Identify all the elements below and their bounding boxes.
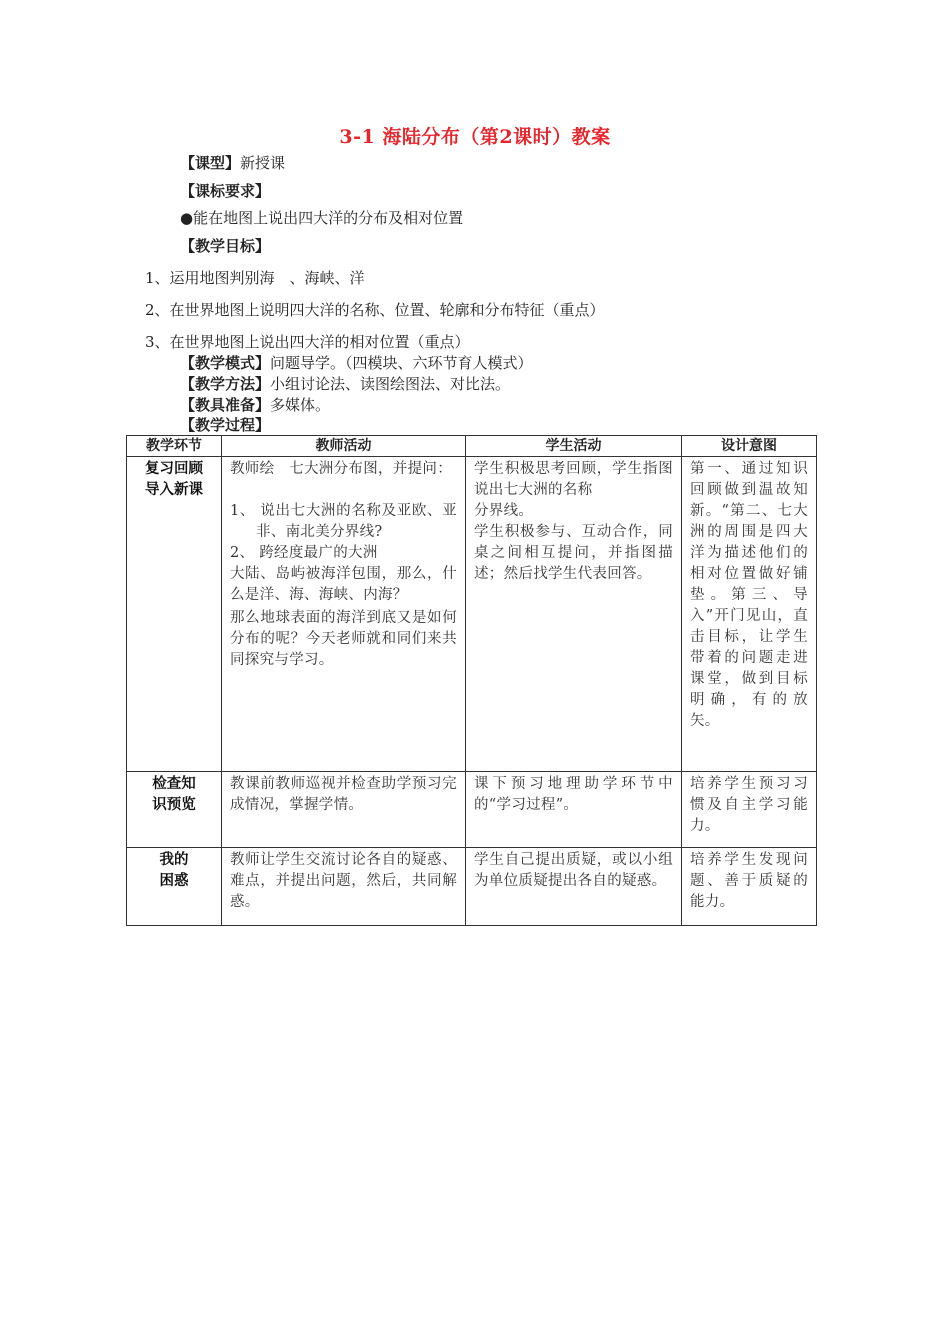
header-intent: 设计意图 — [682, 436, 817, 457]
design-intent-cell: 培养学生发现问题、善于质疑的能力。 — [682, 848, 817, 926]
document-title: 3-1 海陆分布（第2课时）教案 — [339, 126, 611, 148]
stage-cell — [127, 772, 222, 848]
stage-cell — [127, 457, 222, 772]
method-label: 【教学方法】 — [180, 375, 271, 393]
student-activity-cell: 课下预习地理助学环节中的“学习过程”。 — [466, 772, 682, 848]
table-header-row — [127, 436, 817, 457]
student-paragraph: 分界线。 — [474, 503, 534, 519]
lesson-type-line — [180, 152, 285, 173]
method-line — [180, 373, 510, 394]
tools-value: 多媒体。 — [270, 396, 331, 414]
method-value: 小组讨论法、读图绘图法、对比法。 — [270, 375, 511, 393]
tools-line — [180, 394, 330, 415]
stage-text-line: 识预览 — [152, 797, 196, 813]
teacher-paragraph: 那么地球表面的海洋到底又是如何分布的呢？今天老师就和同们来共同探究与学习。 — [230, 610, 457, 668]
stage-text-line: 复习回顾 — [145, 461, 203, 477]
goal-item-2: 2、在世界地图上说明四大洋的名称、位置、轮廓和分布特征（重点） — [145, 301, 605, 319]
teaching-process-table — [126, 435, 817, 926]
header-student: 学生活动 — [466, 436, 682, 457]
table-row — [127, 457, 817, 772]
student-activity-cell — [466, 457, 682, 772]
lesson-type-value: 新授课 — [240, 154, 286, 172]
process-label: 【教学过程】 — [180, 416, 271, 434]
teacher-activity-cell: 教师让学生交流讨论各自的疑惑、难点，并提出问题，然后，共同解惑。 — [222, 848, 466, 926]
teacher-paragraph: 教师绘 七大洲分布图，并提问： — [230, 461, 452, 477]
goals-label: 【教学目标】 — [180, 237, 271, 255]
standard-item: ●能在地图上说出四大洋的分布及相对位置 — [180, 209, 464, 227]
stage-text-line: 困惑 — [159, 873, 189, 889]
teacher-activity-cell — [222, 457, 466, 772]
student-paragraph: 学生积极参与、互动合作，同桌之间相互提问，并指图描述；然后找学生代表回答。 — [474, 524, 673, 582]
table-row — [127, 772, 817, 848]
goal-item-1: 1、运用地图判别海 、海峡、洋 — [145, 269, 365, 287]
lesson-type-label: 【课型】 — [180, 154, 241, 172]
standards-label: 【课标要求】 — [180, 182, 271, 200]
stage-cell — [127, 848, 222, 926]
header-stage: 教学环节 — [127, 436, 222, 457]
mode-line — [180, 352, 533, 373]
teacher-question-1: 1、 说出七大洲的名称及亚欧、亚非、南北美分界线? — [230, 503, 457, 540]
goal-item-3: 3、在世界地图上说出四大洋的相对位置（重点） — [145, 333, 470, 351]
table-row — [127, 848, 817, 926]
stage-text-line: 导入新课 — [145, 482, 203, 498]
student-activity-cell: 学生自己提出质疑，或以小组为单位质疑提出各自的疑惑。 — [466, 848, 682, 926]
mode-label: 【教学模式】 — [180, 354, 271, 372]
mode-value: 问题导学。（四模块、六环节育人模式） — [270, 354, 533, 372]
student-paragraph: 学生积极思考回顾，学生指图说出七大洲的名称 — [474, 461, 673, 498]
design-intent-cell: 培养学生预习习惯及自主学习能力。 — [682, 772, 817, 848]
stage-text-line: 检查知 — [152, 776, 196, 792]
design-intent-cell: 第一、通过知识回顾做到温故知新。“第二、七大洲的周围是四大洋为描述他们的相对位置做好铺垫。第三、导入”开门见山，直击目标，让学生带着的问题走进课堂，做到目标明确，有的放矢。 — [682, 457, 817, 772]
stage-text-line: 我的 — [159, 852, 189, 868]
teacher-activity-cell: 教课前教师巡视并检查助学预习完成情况，掌握学情。 — [222, 772, 466, 848]
teacher-question-2: 2、 跨经度最广的大洲 — [230, 545, 378, 561]
tools-label: 【教具准备】 — [180, 396, 271, 414]
teacher-paragraph: 大陆、岛屿被海洋包围，那么，什么是洋、海、海峡、内海？ — [230, 566, 457, 603]
header-teacher: 教师活动 — [222, 436, 466, 457]
